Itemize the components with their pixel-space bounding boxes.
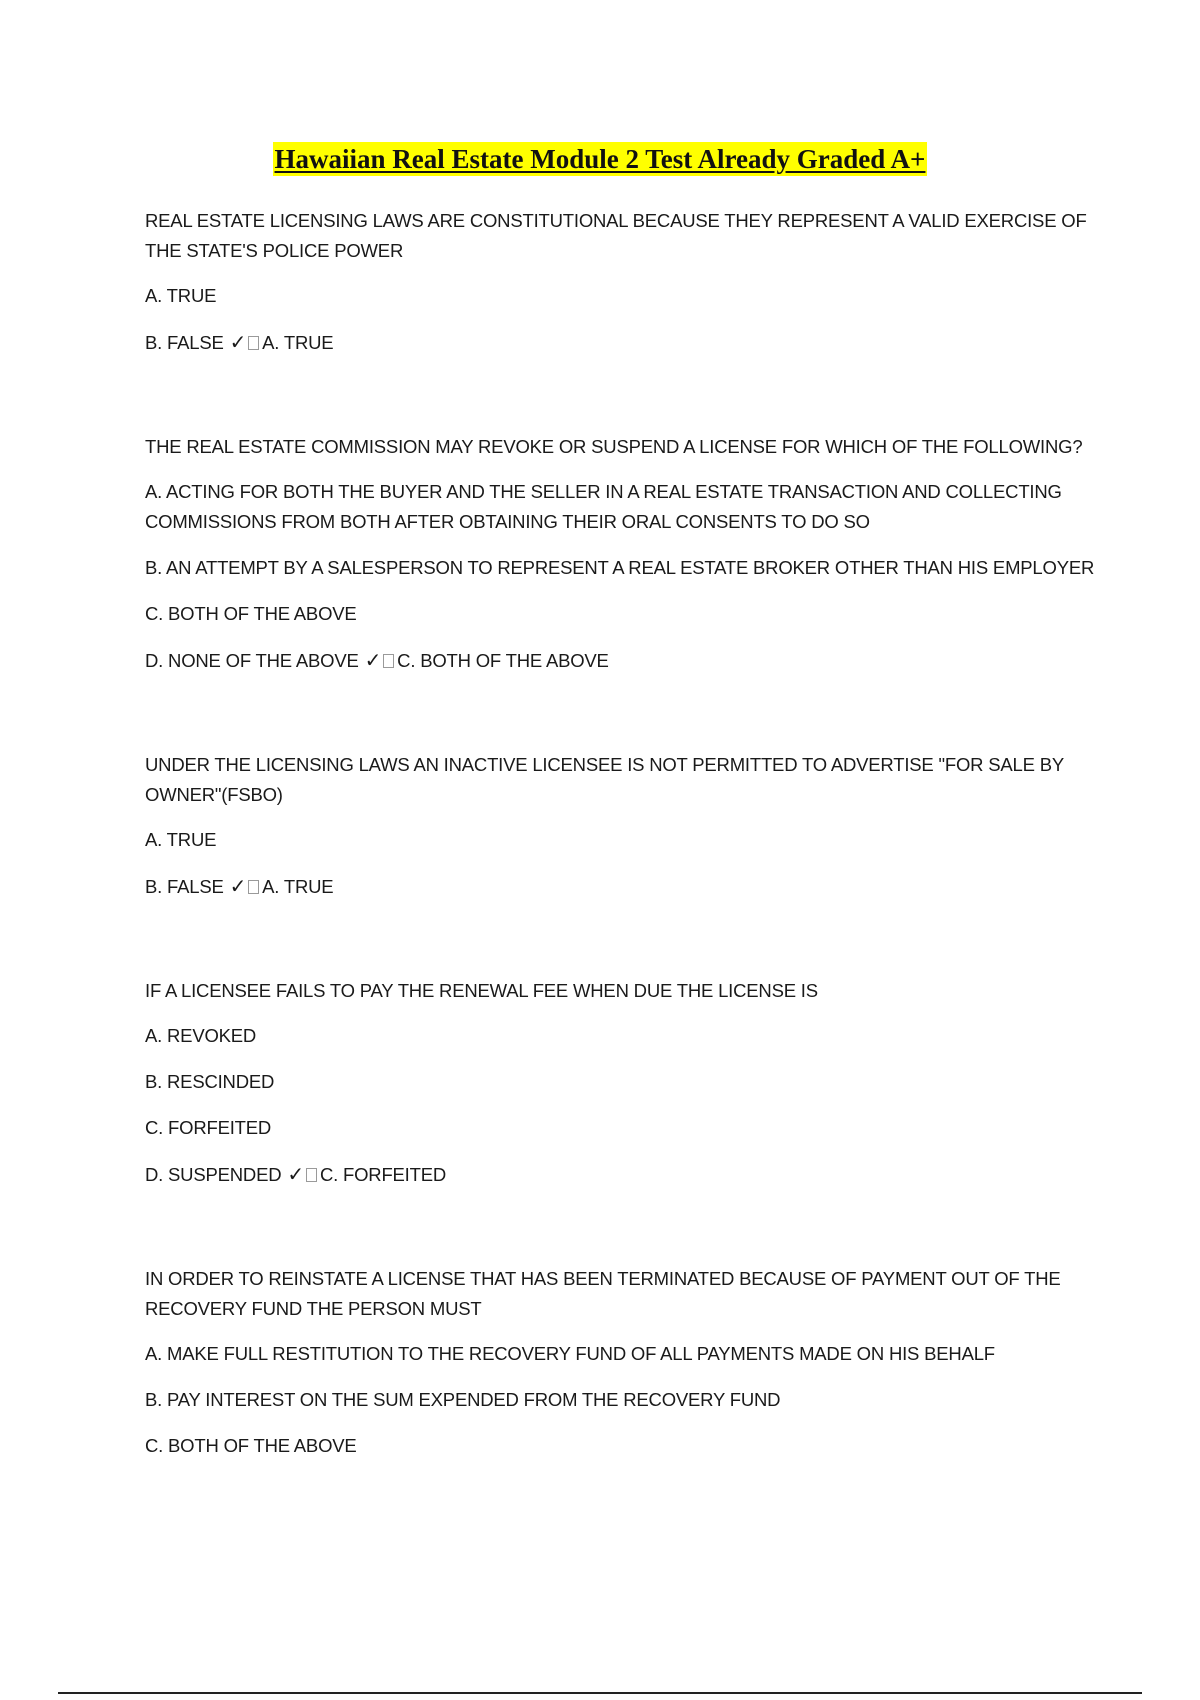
check-mark-icon: ✓	[364, 648, 382, 672]
option: C. FORFEITED	[145, 1117, 272, 1138]
question-text: IF A LICENSEE FAILS TO PAY THE RENEWAL FEE WHEN DUE THE LICENSE IS	[145, 980, 818, 1001]
question-2	[145, 432, 1105, 676]
last-option-with-answer	[145, 645, 1105, 676]
option: A. REVOKED	[145, 1025, 257, 1046]
document-title: Hawaiian Real Estate Module 2 Test Already Graded A+	[274, 144, 926, 174]
question-text: REAL ESTATE LICENSING LAWS ARE CONSTITUTIONAL BECAUSE THEY REPRESENT A VALID EXERCISE OF THE STATE'S POLICE POWER	[145, 210, 1092, 261]
page-bottom-rule	[58, 1692, 1142, 1694]
option: A. ACTING FOR BOTH THE BUYER AND THE SELLER IN A REAL ESTATE TRANSACTION AND COLLECTING COMMISSIONS FROM BOTH AFTER OBTAINING THEIR ORAL CONSENTS TO DO SO	[145, 481, 1067, 532]
question-5	[145, 1264, 1105, 1461]
option: C. BOTH OF THE ABOVE	[145, 603, 357, 624]
title-wrap	[0, 142, 1200, 176]
answer: C. BOTH OF THE ABOVE	[397, 650, 609, 671]
answer: C. FORFEITED	[319, 1164, 447, 1185]
answer: A. TRUE	[262, 332, 334, 353]
option: B. AN ATTEMPT BY A SALESPERSON TO REPRESENT A REAL ESTATE BROKER OTHER THAN HIS EMPLOYER	[145, 557, 1095, 578]
spacer	[145, 918, 1105, 976]
option: A. TRUE	[145, 829, 217, 850]
question-text: UNDER THE LICENSING LAWS AN INACTIVE LICENSEE IS NOT PERMITTED TO ADVERTISE "FOR SALE BY OWNER"(FSBO)	[145, 754, 1069, 805]
check-mark-icon: ✓	[229, 874, 247, 898]
check-mark-icon: ✓	[287, 1162, 304, 1186]
last-option-with-answer	[145, 327, 1105, 358]
question-3	[145, 750, 1105, 902]
option: A. MAKE FULL RESTITUTION TO THE RECOVERY FUND OF ALL PAYMENTS MADE ON HIS BEHALF	[145, 1343, 995, 1364]
question-text: IN ORDER TO REINSTATE A LICENSE THAT HAS BEEN TERMINATED BECAUSE OF PAYMENT OUT OF THE RECOVERY FUND THE PERSON MUST	[145, 1268, 1066, 1319]
option: B. RESCINDED	[145, 1071, 275, 1092]
answer: A. TRUE	[262, 876, 334, 897]
question-text: THE REAL ESTATE COMMISSION MAY REVOKE OR SUSPEND A LICENSE FOR WHICH OF THE FOLLOWING?	[145, 436, 1083, 457]
question-1	[145, 206, 1105, 358]
option: D. SUSPENDED	[145, 1164, 282, 1185]
spacer	[145, 374, 1105, 432]
spacer	[145, 692, 1105, 750]
last-option-with-answer	[145, 1159, 1105, 1190]
empty-box-icon	[248, 880, 259, 894]
empty-box-icon	[248, 336, 259, 350]
option: A. TRUE	[145, 285, 217, 306]
empty-box-icon	[383, 654, 394, 668]
question-4	[145, 976, 1105, 1190]
option: B. PAY INTEREST ON THE SUM EXPENDED FROM THE RECOVERY FUND	[145, 1389, 781, 1410]
option: D. NONE OF THE ABOVE	[145, 650, 359, 671]
question-list	[145, 206, 1105, 1477]
check-mark-icon: ✓	[229, 330, 247, 354]
spacer	[145, 1206, 1105, 1264]
option: B. FALSE	[145, 876, 224, 897]
option: B. FALSE	[145, 332, 224, 353]
last-option-with-answer	[145, 871, 1105, 902]
option: C. BOTH OF THE ABOVE	[145, 1435, 357, 1456]
empty-box-icon	[306, 1168, 317, 1182]
